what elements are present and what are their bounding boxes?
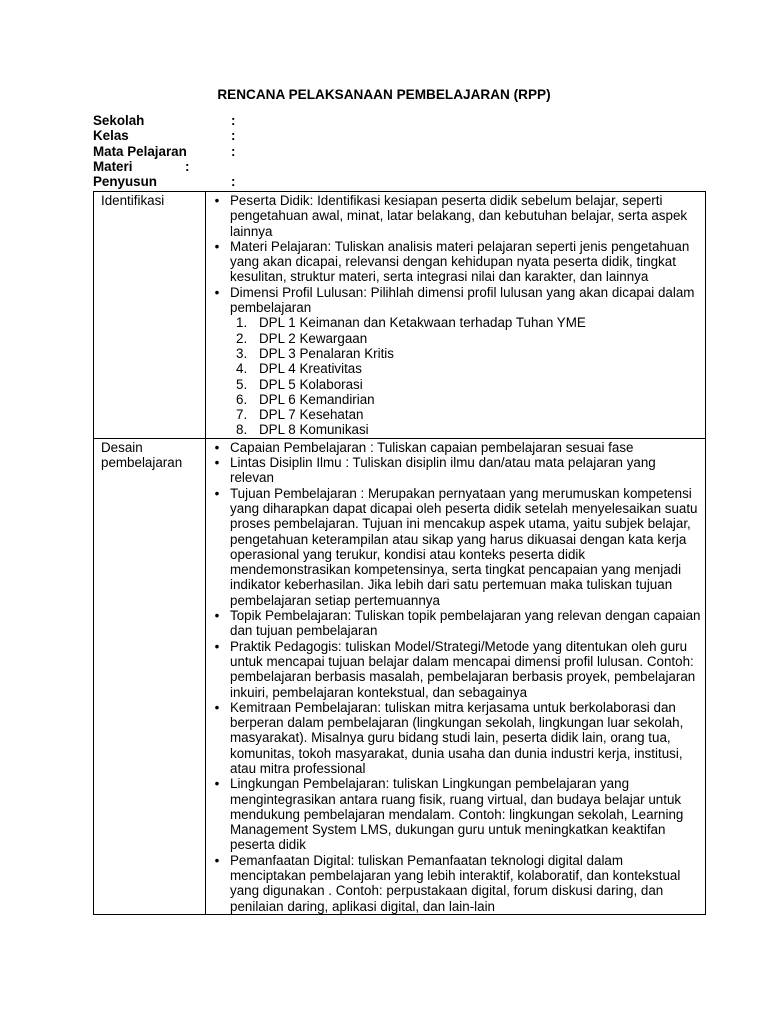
- dpl-item: [236, 407, 701, 422]
- dpl-item: [236, 346, 701, 361]
- dpl-text: DPL 2 Kewargaan: [259, 330, 368, 346]
- list-item: [206, 455, 701, 486]
- list-item: [206, 239, 701, 285]
- list-item: [206, 639, 701, 700]
- identifikasi-bullet-list: [206, 193, 701, 438]
- dpl-item: [236, 331, 701, 346]
- bullet-icon: •: [214, 608, 220, 624]
- list-item-text: Kemitraan Pembelajaran: tuliskan mitra kerjasama untuk berkolaborasi dan berperan dalam pembelajaran (lingkungan sekolah, lingkungan luar sekolah, masyarakat). Misalnya guru bidang studi lain, peserta didik lain, orang tua, komunitas, tokoh masyarakat, dunia usaha dan dunia industri kerja, institusi, atau mitra professional: [230, 699, 684, 776]
- list-item: [206, 608, 701, 639]
- identity-fields: [93, 113, 236, 190]
- list-item: [206, 776, 701, 852]
- meta-label-materi: Materi: [93, 158, 133, 174]
- bullet-icon: •: [214, 485, 220, 501]
- row-label-desain-pembelajaran: Desain pembelajaran: [94, 438, 206, 914]
- dpl-item: [236, 377, 701, 392]
- list-item: [206, 486, 701, 608]
- meta-colon-sekolah: :: [231, 113, 236, 128]
- list-item-text: Lintas Disiplin Ilmu : Tuliskan disiplin ilmu dan/atau mata pelajaran yang relevan: [230, 455, 656, 486]
- list-item-text: Capaian Pembelajaran : Tuliskan capaian pembelajaran sesuai fase: [230, 439, 634, 455]
- row-label-identifikasi: Identifikasi: [94, 192, 206, 439]
- list-item-text: Tujuan Pembelajaran : Merupakan pernyataan yang merumuskan kompetensi yang diharapkan dapat dicapai oleh peserta didik setelah menyelesaikan suatu proses pembelajaran. Tujuan ini mencakup aspek utama, yaitu subjek belajar, pengetahuan keterampilan atau sikap yang harus dikuasai dengan kata kerja operasional yang terukur, kondisi atau konteks peserta didik mendemonstrasikan kompetensinya, serta tingkat pencapaian yang menjadi indikator keberhasilan. Jika lebih dari satu pertemuan maka tuliskan tujuan pembelajaran setiap pertemuannya: [230, 485, 698, 608]
- meta-label-kelas: Kelas: [93, 128, 129, 144]
- meta-row-kelas: [93, 128, 236, 144]
- meta-colon-kelas: :: [231, 128, 236, 144]
- dpl-text: DPL 3 Penalaran Kritis: [259, 345, 394, 361]
- table-row-desain-pembelajaran: [94, 438, 706, 914]
- dpl-text: DPL 8 Komunikasi: [259, 422, 369, 438]
- dpl-number: 3.: [236, 345, 248, 361]
- list-item: [206, 193, 701, 239]
- list-item-text: Topik Pembelajaran: Tuliskan topik pembelajaran yang relevan dengan capaian dan tujuan pembelajaran: [230, 608, 701, 639]
- bullet-icon: •: [214, 193, 220, 208]
- bullet-icon: •: [214, 238, 220, 254]
- dpl-number: 7.: [236, 407, 248, 423]
- bullet-icon: •: [214, 638, 220, 654]
- dpl-number: 4.: [236, 361, 248, 377]
- dpl-number: 8.: [236, 422, 248, 438]
- dpl-text: DPL 6 Kemandirian: [259, 391, 375, 407]
- meta-colon-materi: :: [185, 158, 190, 174]
- list-item-text: Lingkungan Pembelajaran: tuliskan Lingkungan pembelajaran yang mengintegrasikan antara ruang fisik, ruang virtual, dan budaya belajar untuk mendukung pembelajaran mendalam. Contoh: lingkungan sekolah, Learning Management System LMS, dukungan guru untuk meningkatkan keaktifan peserta didik: [230, 776, 684, 853]
- dpl-item: [236, 361, 701, 376]
- document-title: RENCANA PELAKSANAAN PEMBELAJARAN (RPP): [217, 87, 551, 102]
- list-item-text: Peserta Didik: Identifikasi kesiapan peserta didik sebelum belajar, seperti pengetahuan awal, minat, latar belakang, dan kebutuhan belajar, serta aspek lainnya: [230, 193, 688, 239]
- dpl-number: 6.: [236, 391, 248, 407]
- meta-label-penyusun: Penyusun: [93, 174, 157, 190]
- bullet-icon: •: [214, 284, 220, 300]
- row-content-identifikasi: [206, 192, 706, 439]
- dpl-numbered-list: [230, 315, 701, 437]
- bullet-icon: •: [214, 699, 220, 715]
- list-item-text: Materi Pelajaran: Tuliskan analisis materi pelajaran seperti jenis pengetahuan yang akan dicapai, relevansi dengan kehidupan nyata peserta didik, tingkat kesulitan, struktur materi, serta integrasi nilai dan karakter, dan lainnya: [230, 238, 690, 285]
- list-item: [206, 285, 701, 438]
- dpl-item: [236, 392, 701, 407]
- list-item: [206, 440, 701, 455]
- table-row-identifikasi: [94, 192, 706, 439]
- dpl-item: [236, 422, 701, 437]
- meta-row-materi: [93, 158, 190, 174]
- dpl-number: 5.: [236, 376, 248, 392]
- row-content-desain-pembelajaran: [206, 438, 706, 914]
- list-item-text: Praktik Pedagogis: tuliskan Model/Strategi/Metode yang ditentukan oleh guru untuk mencapai tujuan belajar dalam mencapai dimensi profil lulusan. Contoh: pembelajaran berbasis masalah, pembelajaran berbasis proyek, pembelajaran inkuiri, pembelajaran kontekstual, dan sebagainya: [230, 638, 696, 700]
- meta-row-sekolah: [93, 113, 236, 128]
- list-item: [206, 700, 701, 776]
- dpl-text: DPL 4 Kreativitas: [259, 361, 362, 377]
- dpl-text: DPL 5 Kolaborasi: [259, 376, 363, 392]
- meta-label-sekolah: Sekolah: [93, 113, 145, 128]
- dpl-text: DPL 1 Keimanan dan Ketakwaan terhadap Tuhan YME: [259, 315, 586, 331]
- bullet-icon: •: [214, 455, 220, 471]
- bullet-icon: •: [214, 776, 220, 792]
- dpl-text: DPL 7 Kesehatan: [259, 407, 364, 423]
- meta-label-mata-pelajaran: Mata Pelajaran: [93, 143, 187, 159]
- meta-colon-mata-pelajaran: :: [231, 143, 236, 159]
- dpl-item: [236, 315, 701, 330]
- meta-row-mata-pelajaran: [93, 143, 236, 159]
- desain-bullet-list: [206, 440, 701, 914]
- list-item-text: Pemanfaatan Digital: tuliskan Pemanfaatan teknologi digital dalam menciptakan pembelajaran yang lebih interaktif, kolaboratif, dan kontekstual yang digunakan . Contoh: perpustakaan digital, forum diskusi daring, dan penilaian daring, aplikasi digital, dan lain-lain: [230, 852, 681, 914]
- meta-row-penyusun: [93, 174, 236, 190]
- dpl-number: 1.: [236, 315, 248, 331]
- rpp-table: [93, 191, 706, 915]
- dpl-number: 2.: [236, 330, 248, 346]
- meta-colon-penyusun: :: [231, 174, 236, 190]
- bullet-icon: •: [214, 852, 220, 868]
- list-item: [206, 853, 701, 914]
- bullet-icon: •: [214, 439, 220, 455]
- list-item-text: Dimensi Profil Lulusan: Pilihlah dimensi profil lulusan yang akan dicapai dalam pembelajaran: [230, 284, 695, 316]
